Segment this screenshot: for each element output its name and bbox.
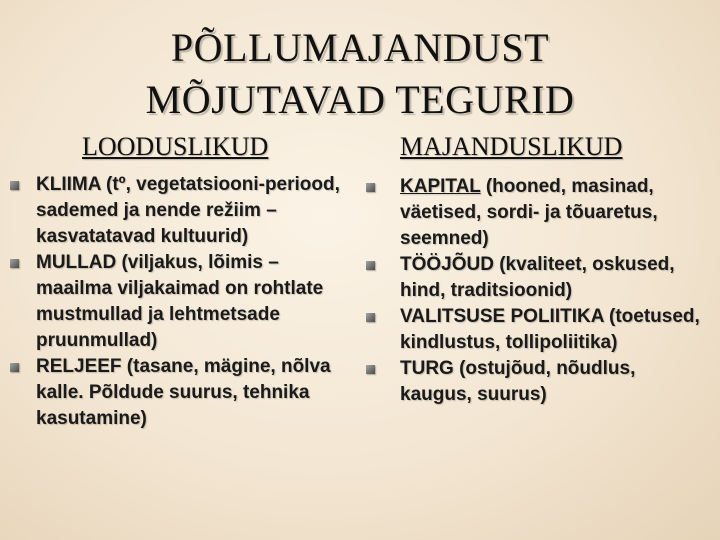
list-item xyxy=(366,252,706,304)
list-item xyxy=(366,356,706,408)
list-item xyxy=(10,172,340,250)
list-item-text: KLIIMA (tº, vegetatsiooni-periood, sademed ja nende režiim – kasvatatavad kultuurid) xyxy=(36,174,340,247)
list-item-keyword: KAPITAL xyxy=(400,176,481,197)
slide-title-line-2: MÕJUTAVAD TEGURID xyxy=(145,77,575,122)
slide-title-line-1: PÕLLUMAJANDUST xyxy=(170,25,550,70)
list-item xyxy=(366,174,706,252)
list-item xyxy=(10,250,340,354)
square-bullet-icon xyxy=(10,363,19,372)
natural-factors-list xyxy=(10,172,340,432)
economic-factors-list xyxy=(366,174,706,408)
right-column-heading: MAJANDUSLIKUD xyxy=(400,132,623,161)
list-item xyxy=(10,354,340,432)
left-column-heading: LOODUSLIKUD xyxy=(82,132,269,161)
square-bullet-icon xyxy=(366,365,375,374)
list-item-text: MULLAD (viljakus, lõimis – maailma viljakaimad on rohtlate mustmullad ja lehtmetsade pruunmullad) xyxy=(36,252,324,351)
list-item xyxy=(366,304,706,356)
square-bullet-icon xyxy=(10,259,19,268)
square-bullet-icon xyxy=(10,181,19,190)
list-item-text: RELJEEF (tasane, mägine, nõlva kalle. Põldude suurus, tehnika kasutamine) xyxy=(36,356,331,429)
square-bullet-icon xyxy=(366,261,375,270)
list-item-text: TURG (ostujõud, nõudlus, kaugus, suurus) xyxy=(400,358,636,405)
square-bullet-icon xyxy=(366,183,375,192)
slide-title xyxy=(0,22,720,126)
list-item-text: TÖÖJÕUD (kvaliteet, oskused, hind, traditsioonid) xyxy=(400,254,675,301)
list-item-text: (hooned, masinad, väetised, sordi- ja tõuaretus, seemned) xyxy=(400,176,658,249)
list-item-text: VALITSUSE POLIITIKA (toetused, kindlustus, tollipoliitika) xyxy=(400,306,700,353)
square-bullet-icon xyxy=(366,313,375,322)
